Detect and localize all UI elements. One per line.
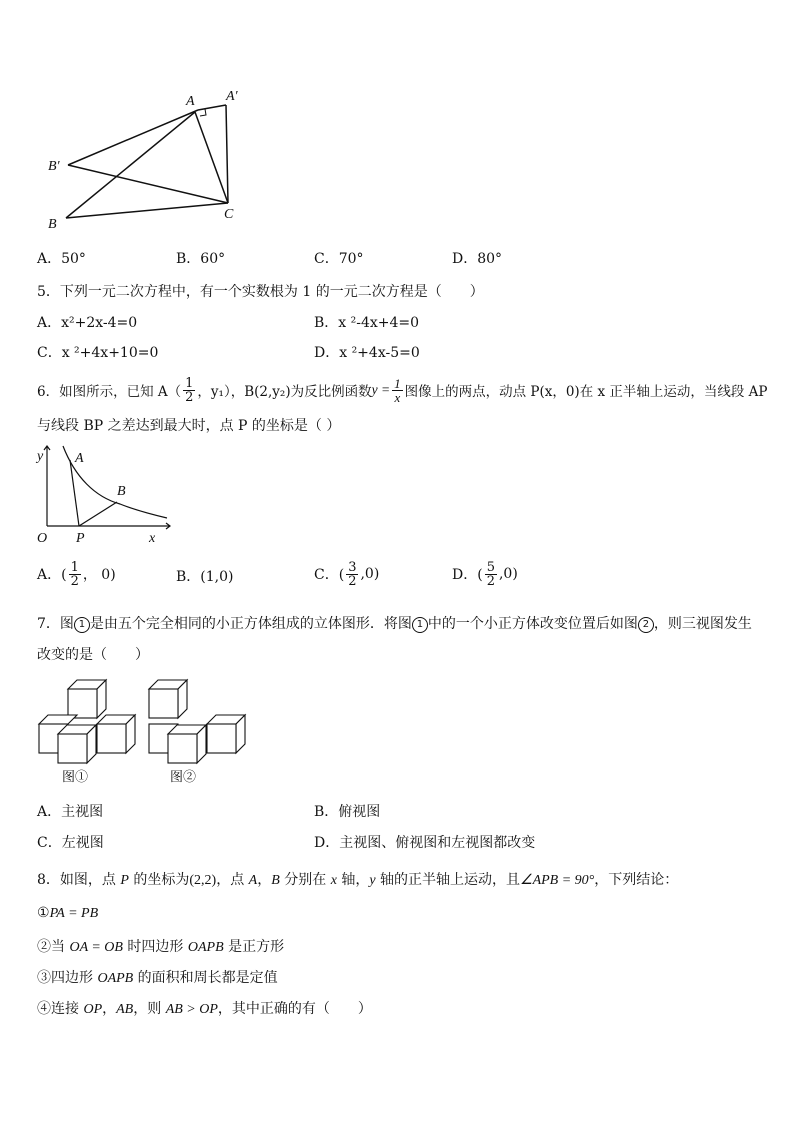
q4-option-b[interactable]: B．60° (176, 251, 226, 267)
q4-label-C: C (224, 207, 234, 222)
q4-label-B: B (48, 217, 57, 232)
q8-statement-3: ③四边形 OAPB 的面积和周长都是定值 (37, 970, 278, 986)
q7-option-d[interactable]: D．主视图、俯视图和左视图都改变 (314, 835, 536, 851)
circled-two: 2 (638, 617, 654, 633)
q7-figure-2 (146, 677, 252, 767)
q5-option-c[interactable]: C．x ²+4x+10=0 (37, 345, 159, 361)
q8-stem: 8．如图，点 P 的坐标为(2,2)，点 A，B 分别在 x 轴，y 轴的正半轴上运动，且∠APB = 90°，下列结论： (37, 872, 679, 888)
q7-option-b[interactable]: B．俯视图 (314, 804, 381, 820)
q4-label-A: A (186, 94, 195, 109)
q7-stem-line2: 改变的是（ ） (37, 647, 149, 663)
q4-option-d[interactable]: D．80° (452, 251, 503, 267)
q6-option-a[interactable]: A．( $\frac{1}{2}$ ， 0) (37, 559, 116, 589)
q7-caption-2: 图② (170, 770, 197, 785)
q6-option-c[interactable]: C．( $\frac{3}{2}$ ,0) (314, 559, 380, 589)
q5-stem: 5．下列一元二次方程中，有一个实数根为 1 的一元二次方程是（ ） (37, 284, 484, 300)
q6-label-B: B (117, 484, 126, 499)
q5-option-a[interactable]: A．x²+2x-4=0 (37, 315, 138, 331)
circled-one: 1 (412, 617, 428, 633)
q7-option-a[interactable]: A．主视图 (37, 804, 104, 820)
q7-caption-1: 图① (62, 770, 89, 785)
q4-option-a[interactable]: A．50° (37, 251, 86, 267)
q6-label-O: O (37, 531, 48, 546)
q7-figure-1 (36, 677, 142, 767)
q4-figure (40, 85, 260, 235)
q5-option-b[interactable]: B．x ²-4x+4=0 (314, 315, 420, 331)
q6-option-b[interactable]: B．(1,0) (176, 569, 234, 585)
circled-one: 1 (74, 617, 90, 633)
q7-stem-line1: 7．图 1 是由五个完全相同的小正方体组成的立体图形．将图 1 中的一个小正方体改变位置后如图 2 ，则三视图发生 (37, 616, 752, 632)
q4-label-A-prime: A′ (226, 89, 238, 104)
q8-statement-1: ①PA = PB (37, 905, 99, 921)
q4-label-B-prime: B′ (48, 159, 60, 174)
q6-stem-line2: 与线段 BP 之差达到最大时，点 P 的坐标是（ ） (37, 418, 341, 434)
q5-option-d[interactable]: D．x ²+4x-5=0 (314, 345, 420, 361)
q8-statement-2: ②当 OA = OB 时四边形 OAPB 是正方形 (37, 939, 285, 955)
q6-label-P: P (76, 531, 85, 546)
q6-label-x: x (149, 531, 156, 546)
q6-figure (35, 442, 175, 546)
q7-option-c[interactable]: C．左视图 (37, 835, 104, 851)
q6-stem-line1: 6．如图所示，已知 A（ $\frac{1}{2}$ ，y₁），B(2,y₂)为反比例函数 y = $\frac{1}{x}$ 图像上的两点，动点 P(x，0)在 x 正半轴上运动，当线段 AP (37, 375, 768, 405)
q6-label-y: y (37, 449, 44, 464)
q6-option-d[interactable]: D．( $\frac{5}{2}$ ,0) (452, 559, 518, 589)
q4-option-c[interactable]: C．70° (314, 251, 364, 267)
q6-label-A: A (75, 451, 84, 466)
q8-statement-4: ④连接 OP，AB，则 AB > OP，其中正确的有（ ） (37, 1001, 372, 1017)
